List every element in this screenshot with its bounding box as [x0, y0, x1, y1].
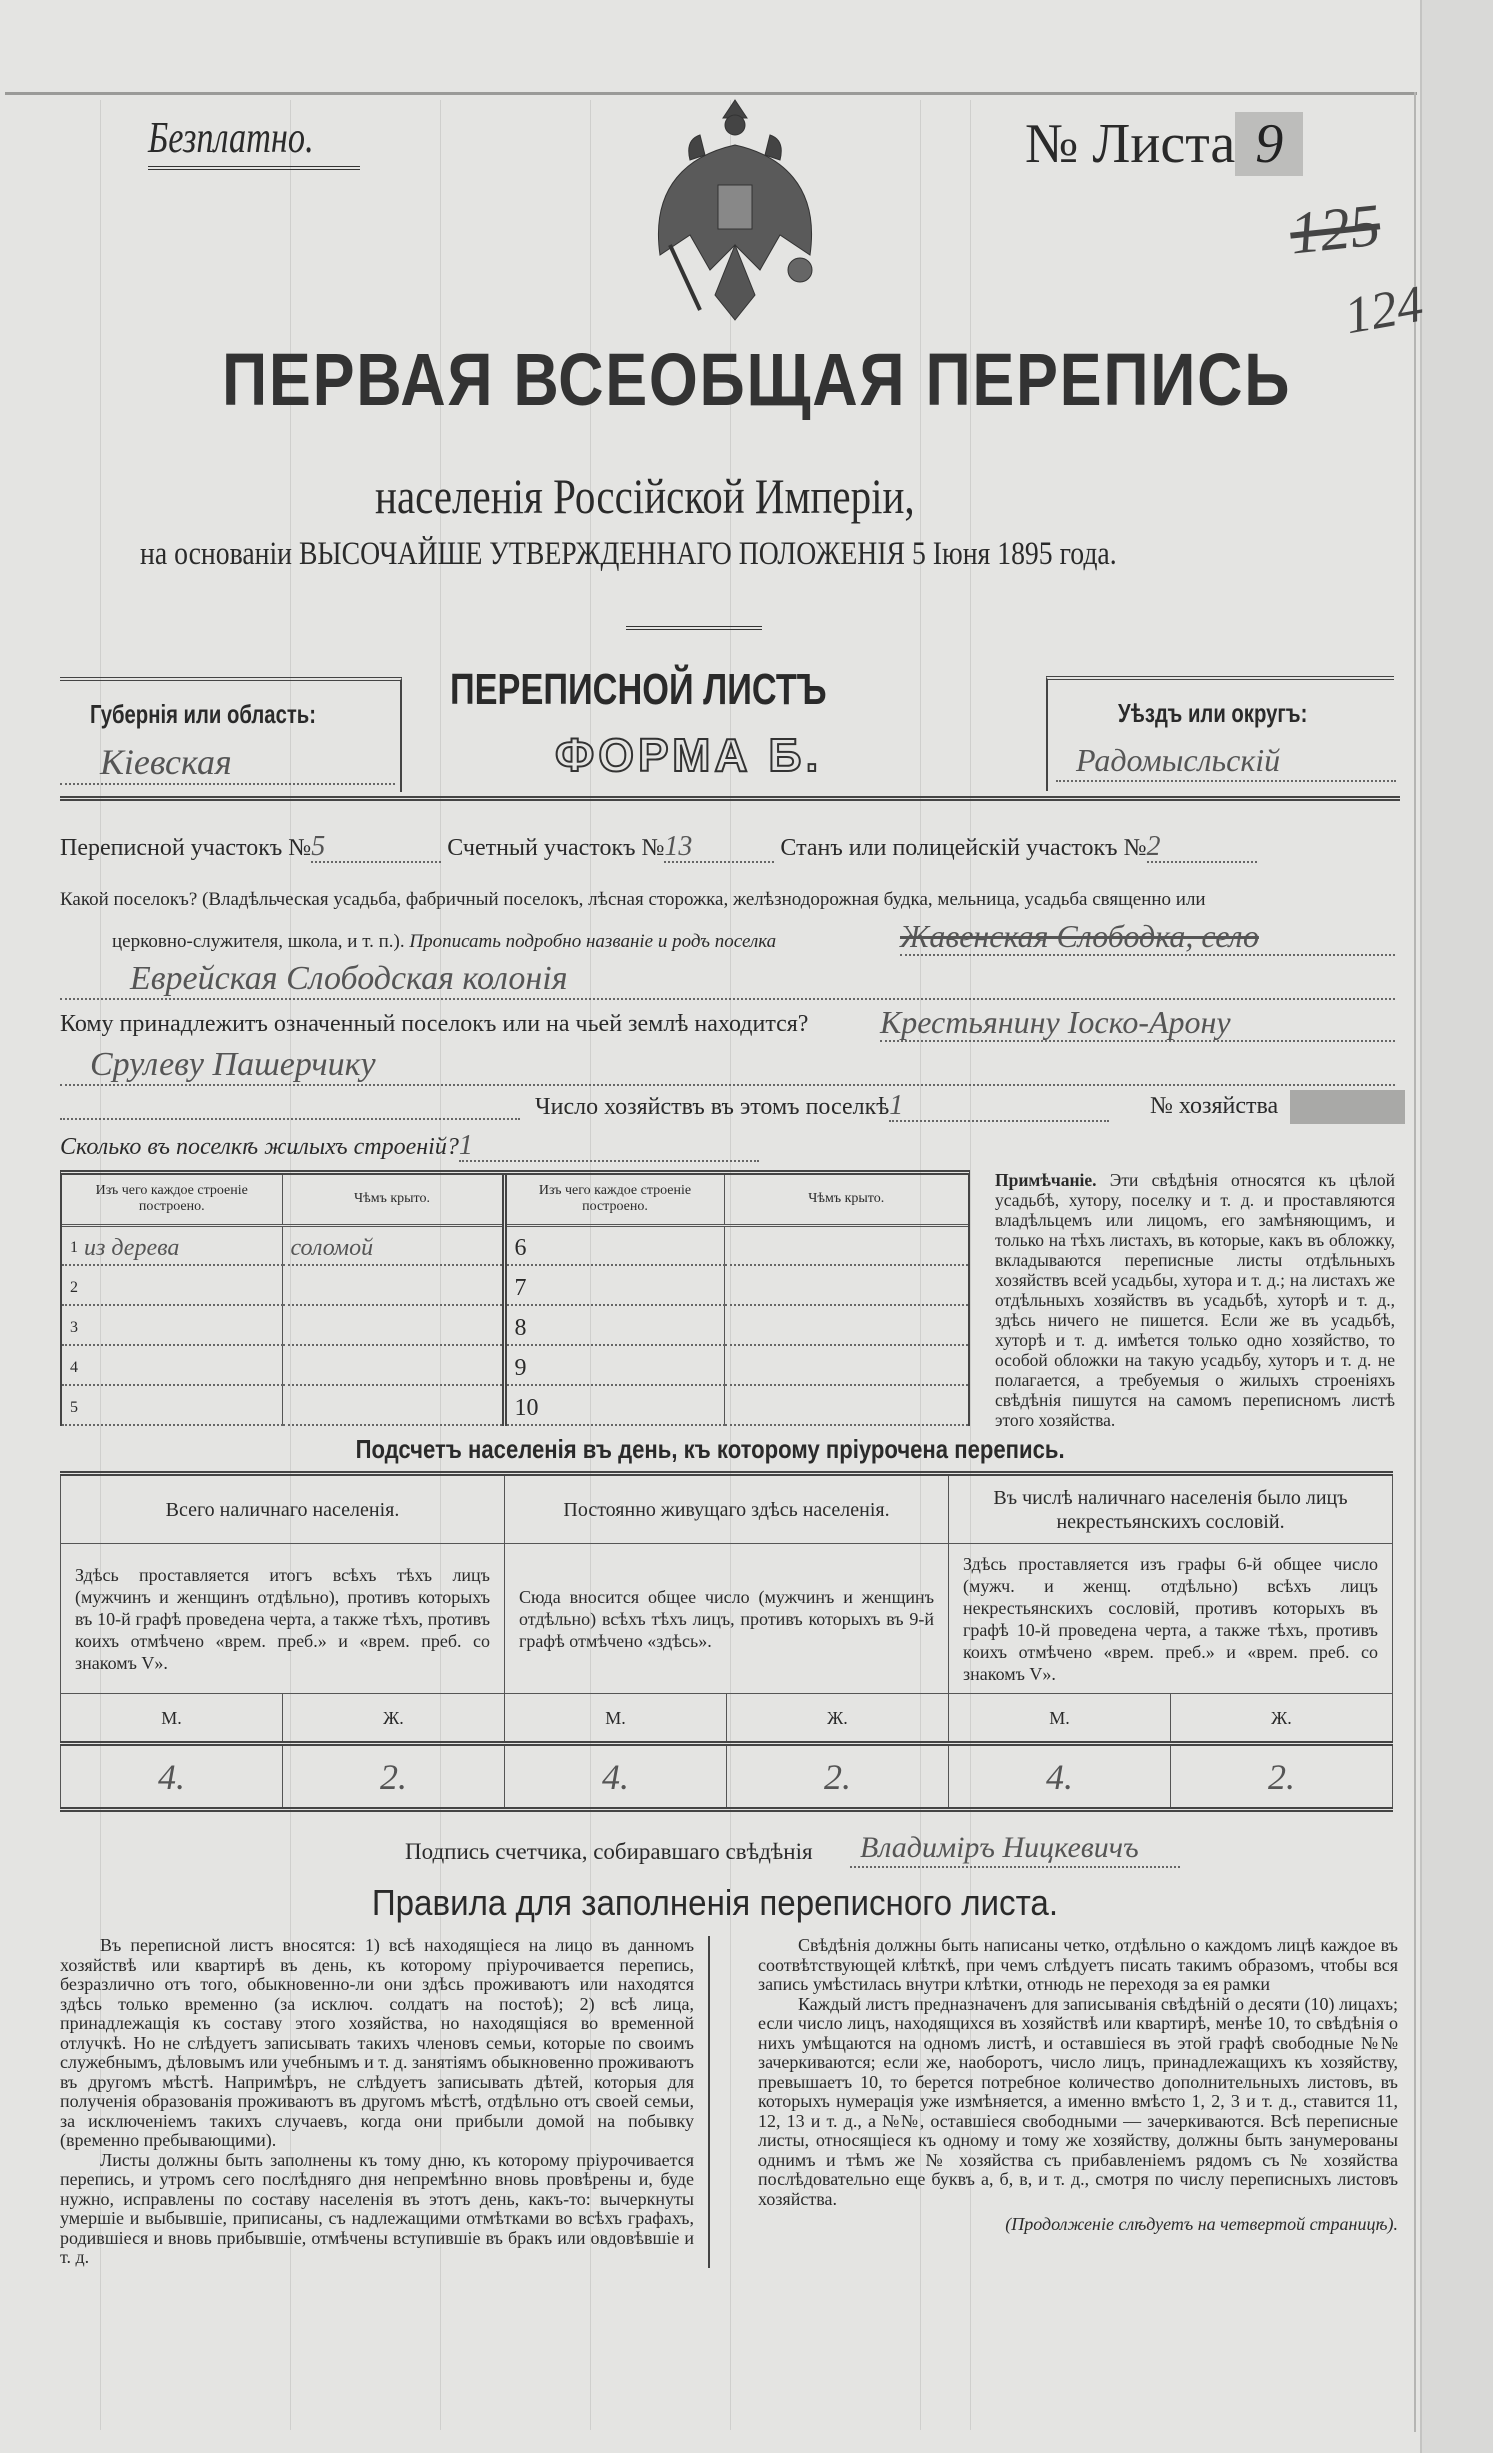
- double-headed-eagle-icon: [630, 95, 840, 325]
- note-text: Эти свѣдѣнія относятся къ цѣлой усадьбѣ, хутору, поселку и т. д. и проставляются владѣльцемъ или лицомъ, его замѣняющимъ, и только на тѣхъ листахъ, въ которые, какъ въ обложку, вкладываются переписные листы отдѣльныхъ хозяйствъ всей усадьбы, хутора и т. д.; на листахъ же отдѣльныхъ хозяйствъ въ усадьбѣ, хуторѣ и т. д., здѣсь ничего не пишется. Если же въ усадьбѣ, хуторѣ и т. д. имѣется только одно хозяйство, то особой обложки на такую усадьбу, хуторъ и т. д. не полагается, а требуемыя о жилыхъ строеніяхъ свѣдѣнія пишутся на самомъ переписномъ листѣ этого хозяйства.: [995, 1170, 1395, 1430]
- female-label: Ж.: [1171, 1694, 1393, 1744]
- male-count[interactable]: 4.: [949, 1744, 1171, 1810]
- population-column-desc: Здѣсь проставляется итогъ всѣхъ тѣхъ лицъ (мужчинъ и женщинъ отдѣльно), противъ которыхъ въ 10-й графѣ проведена черта, а также тѣхъ, противъ коихъ отмѣчено «врем. преб.» и «врем. преб. со знакомъ V».: [61, 1544, 505, 1694]
- household-no-field[interactable]: [1290, 1090, 1405, 1124]
- free-label: [148, 112, 360, 170]
- building-roof-cell[interactable]: [282, 1345, 504, 1385]
- male-count[interactable]: 4.: [61, 1744, 283, 1810]
- signature-field[interactable]: Владиміръ Ницкевичъ: [850, 1830, 1180, 1868]
- archive-number: 124: [1340, 275, 1428, 346]
- household-no-label: № хозяйства: [1150, 1093, 1279, 1119]
- note: [995, 1170, 1395, 1430]
- building-material: из дерева: [84, 1235, 180, 1261]
- owner-field-1[interactable]: Крестьянину Іоско-Арону: [880, 1004, 1395, 1042]
- row-number: 6: [514, 1235, 527, 1261]
- building-row: [62, 1305, 968, 1345]
- row-number: 8: [514, 1315, 527, 1341]
- form-name-text: ПЕРЕПИСНОЙ ЛИСТЪ: [450, 665, 827, 714]
- settlement-label: Какой поселокъ?: [60, 889, 198, 910]
- district-field[interactable]: Радомысльскій: [1056, 740, 1396, 782]
- building-material-cell[interactable]: [504, 1345, 724, 1385]
- building-roof-cell[interactable]: [724, 1345, 968, 1385]
- form-divider: [60, 796, 1400, 801]
- col-material-2: Изъ чего каждое строеніе построено.: [504, 1175, 724, 1225]
- household-no: [1150, 1092, 1278, 1120]
- building-roof-cell[interactable]: [282, 1265, 504, 1305]
- row-number: 3: [70, 1319, 78, 1336]
- police-district-field[interactable]: 2: [1147, 833, 1257, 863]
- building-roof-cell[interactable]: [724, 1225, 968, 1265]
- population-column-title: Всего наличнаго населенія.: [61, 1474, 505, 1544]
- district-box: [1046, 676, 1394, 791]
- census-subtitle-text: населенія Россійской Имперіи,: [375, 468, 915, 524]
- rules-continued: (Продолженіе слѣдуетъ на четвертой страницѣ).: [1005, 2214, 1398, 2234]
- form-name: [450, 664, 933, 716]
- households-row: [535, 1092, 1109, 1122]
- rules-heading-text: Правила для заполненія переписного листа.: [371, 1882, 1059, 1923]
- form-variant: ФОРМА Б.: [555, 729, 823, 781]
- census-district-field[interactable]: 5: [311, 833, 441, 863]
- col-roof: Чѣмъ крыто.: [282, 1175, 504, 1225]
- population-column-desc: Здѣсь проставляется изъ графы 6-й общее число (мужч. и женщ. отдѣльно) всѣхъ лицъ некрестьянскихъ сословій, противъ которыхъ въ графѣ 10-й проведена черта, а также тѣхъ, противъ коихъ отмѣчено «врем. преб.» и «врем. преб. со знакомъ V».: [949, 1544, 1393, 1694]
- buildings-row: [60, 1132, 759, 1162]
- signature-label: Подпись счетчика, собиравшаго свѣдѣнія: [405, 1839, 813, 1864]
- settlement-field[interactable]: Еврейская Слободская колонія: [60, 960, 1395, 1000]
- row-number: 4: [70, 1359, 78, 1376]
- building-roof: соломой: [290, 1235, 374, 1261]
- owner-field-2[interactable]: Срулеву Пашерчику: [60, 1046, 1395, 1086]
- sheet-number-label: № Листа: [1025, 113, 1236, 175]
- building-material-cell[interactable]: [62, 1385, 282, 1425]
- building-material-cell[interactable]: [62, 1345, 282, 1385]
- female-label: Ж.: [283, 1694, 505, 1744]
- census-subtitle: [375, 467, 1033, 525]
- building-roof-cell[interactable]: [282, 1305, 504, 1345]
- female-count[interactable]: 2.: [283, 1744, 505, 1810]
- settlement-hint-row: [112, 930, 776, 954]
- province-field[interactable]: Кіевская: [60, 741, 395, 785]
- building-material-cell[interactable]: [62, 1225, 282, 1265]
- archive-number-crossed: 125: [1286, 191, 1384, 267]
- rule-paragraph: Листы должны быть заполнены къ тому дню, къ которому пріурочивается перепись, и утромъ сего послѣдняго дня непремѣнно вновь провѣрены и, буде нужно, исправлены по составу населенія въ этотъ день, какъ-то: вычеркнуты умершіе и выбывшіе, приписаны, съ надлежащими отмѣтками во всѣхъ графахъ, родившіеся и вновь прибывшіе, отмѣчены вступившіе въ бракъ или овдовѣвшіе и т. д.: [60, 2149, 694, 2267]
- building-row: [62, 1345, 968, 1385]
- building-material-cell[interactable]: [504, 1265, 724, 1305]
- households-field[interactable]: 1: [889, 1092, 1109, 1122]
- buildings-table: [60, 1170, 970, 1426]
- row-number: 10: [514, 1395, 539, 1421]
- building-material-cell[interactable]: [62, 1305, 282, 1345]
- building-roof-cell[interactable]: [724, 1305, 968, 1345]
- male-label: М.: [505, 1694, 727, 1744]
- buildings-label: Сколько въ поселкѣ жилыхъ строеній?: [60, 1134, 459, 1160]
- sheet-number: [1025, 112, 1303, 176]
- building-roof-cell[interactable]: [724, 1265, 968, 1305]
- male-count[interactable]: 4.: [505, 1744, 727, 1810]
- col-roof-2: Чѣмъ крыто.: [724, 1175, 968, 1225]
- col-material: Изъ чего каждое строеніе построено.: [62, 1175, 282, 1225]
- building-roof-cell[interactable]: [724, 1385, 968, 1425]
- building-roof-cell[interactable]: [282, 1385, 504, 1425]
- census-basis-text: на основаніи ВЫСОЧАЙШЕ УТВЕРЖДЕННАГО ПОЛОЖЕНІЯ 5 Іюня 1895 года.: [140, 536, 1117, 572]
- blank-line: [60, 1118, 520, 1120]
- population-table: [60, 1471, 1393, 1812]
- district-label: Уѣздъ или округъ:: [1118, 698, 1308, 728]
- population-column-title: Постоянно живущаго здѣсь населенія.: [505, 1474, 949, 1544]
- rule-paragraph: Свѣдѣнія должны быть написаны четко, отдѣльно о каждомъ лицѣ каждое въ соотвѣтствующей клѣткѣ, при чемъ слѣдуетъ писать такимъ образомъ, чтобы вся запись умѣстилась внутри клѣтки, отнюдь не переходя за ея рамки: [758, 1935, 1398, 1994]
- settlement-hint-2: церковно-служителя, школа, и т. п.).: [112, 931, 405, 952]
- male-label: М.: [61, 1694, 283, 1744]
- owner-row: [60, 1010, 808, 1038]
- count-district-label: Счетный участокъ №: [447, 835, 665, 861]
- province-box: [60, 677, 402, 792]
- building-material-cell[interactable]: [62, 1265, 282, 1305]
- census-basis: [140, 535, 1303, 573]
- free-label-text: Безплатно.: [148, 113, 314, 162]
- building-material-cell[interactable]: [504, 1305, 724, 1345]
- district-row: [60, 833, 1257, 863]
- buildings-field[interactable]: 1: [459, 1132, 759, 1162]
- note-label: Примѣчаніе.: [995, 1170, 1097, 1190]
- rules-right: [758, 1936, 1398, 2235]
- female-count[interactable]: 2.: [1171, 1744, 1393, 1810]
- female-count[interactable]: 2.: [727, 1744, 949, 1810]
- population-column-desc: Сюда вносится общее число (мужчинъ и женщинъ отдѣльно) всѣхъ тѣхъ лицъ, противъ которыхъ въ 9-й графѣ отмѣчено «здѣсь».: [505, 1544, 949, 1694]
- population-heading-text: Подсчетъ населенія въ день, къ которому пріурочена перепись.: [355, 1434, 1065, 1464]
- building-material-cell[interactable]: [504, 1225, 724, 1265]
- count-district-field[interactable]: 13: [664, 833, 774, 863]
- row-number: 7: [514, 1275, 527, 1301]
- building-material-cell[interactable]: [504, 1385, 724, 1425]
- frame-right: [1414, 92, 1416, 2432]
- owner-label: Кому принадлежитъ означенный поселокъ или на чьей землѣ находится?: [60, 1011, 809, 1037]
- settlement-instruction: Прописать подробно названіе и родъ поселка: [409, 931, 777, 952]
- rules-left: [60, 1936, 710, 2268]
- population-column-title: Въ числѣ наличнаго населенія было лицъ некрестьянскихъ сословій.: [949, 1474, 1393, 1544]
- sheet-number-value: 9: [1235, 112, 1303, 176]
- row-number: 2: [70, 1279, 78, 1296]
- province-label: Губернія или область:: [90, 699, 317, 729]
- rules-heading: [0, 1882, 1430, 1924]
- row-number: 9: [514, 1355, 527, 1381]
- male-label: М.: [949, 1694, 1171, 1744]
- row-number: 5: [70, 1399, 78, 1416]
- households-label: Число хозяйствъ въ этомъ поселкѣ: [535, 1094, 890, 1120]
- census-title-text: ПЕРВАЯ ВСЕОБЩАЯ ПЕРЕПИСЬ: [222, 338, 1292, 421]
- building-row: [62, 1265, 968, 1305]
- census-district-label: Переписной участокъ №: [60, 835, 312, 861]
- building-roof-cell[interactable]: [282, 1225, 504, 1265]
- female-label: Ж.: [727, 1694, 949, 1744]
- settlement-value-crossed[interactable]: Жавенская Слободка, село: [900, 918, 1395, 956]
- building-row: [62, 1385, 968, 1425]
- rule-paragraph: Каждый листъ предназначенъ для записыванія свѣдѣній о десяти (10) лицахъ; если число лицъ, находящихся въ хозяйствѣ или квартирѣ, менѣе 10, то свѣдѣнія о нихъ умѣщаются на одномъ листѣ, и оставшіеся въ этой графѣ свободные №№ зачеркиваются; если же, наоборотъ, число лицъ, принадлежащихъ къ хозяйству, превышаетъ 10, то берется потребное количество дополнительныхъ листовъ, въ которыхъ нумерація уже измѣняется, а именно вмѣсто 1, 2, 3 и т. д., ставится 11, 12, 13 и т. д., а №№, оставшіеся свободными — зачеркиваются. Всѣ переписные листы, относящіеся къ одному и тому же хозяйству, должны быть занумерованы однимъ и тѣмъ же № хозяйства съ прибавленіемъ рядомъ съ № хозяйства послѣдовательно еще буквъ а, б, в, и т. д., смотря по числу переписныхъ листовъ хозяйства.: [758, 1993, 1398, 2209]
- population-heading: [0, 1434, 1420, 1464]
- rule-paragraph: Въ переписной листъ вносятся: 1) всѣ находящіеся на лицо въ данномъ хозяйствѣ или квартирѣ въ день, къ которому пріурочивается перепись, безразлично отъ того, обыкновенно-ли они здѣсь проживаютъ или находятся здѣсь только временно (за исключ. солдатъ на постоѣ); 2) всѣ лица, принадлежащія къ составу этого хозяйства, но находящіяся во временной отлучкѣ. Но не слѣдуетъ записывать такихъ членовъ семьи, которые по своимъ служебнымъ, дѣловымъ или учебнымъ и т. д. занятіямъ обыкновенно проживаютъ въ другомъ мѣстѣ. Напримѣръ, не слѣдуетъ записывать дѣтей, которыя для полученія образованія проживаютъ въ другомъ мѣстѣ, отдѣльно отъ своей семьи, за исключеніемъ такихъ случаевъ, когда они прибыли домой на побывку (временно пребывающими).: [60, 1935, 694, 2150]
- row-number: 1: [70, 1239, 78, 1256]
- signature-row: [405, 1838, 813, 1866]
- divider: [626, 626, 762, 630]
- settlement-row: [60, 888, 1206, 912]
- building-row: [62, 1225, 968, 1265]
- police-district-label: Станъ или полицейскій участокъ №: [780, 835, 1147, 861]
- census-title: [222, 338, 1480, 422]
- settlement-hint: (Владѣльческая усадьба, фабричный поселокъ, лѣсная сторожка, желѣзнодорожная будка, мельница, усадьба священно или: [202, 889, 1206, 910]
